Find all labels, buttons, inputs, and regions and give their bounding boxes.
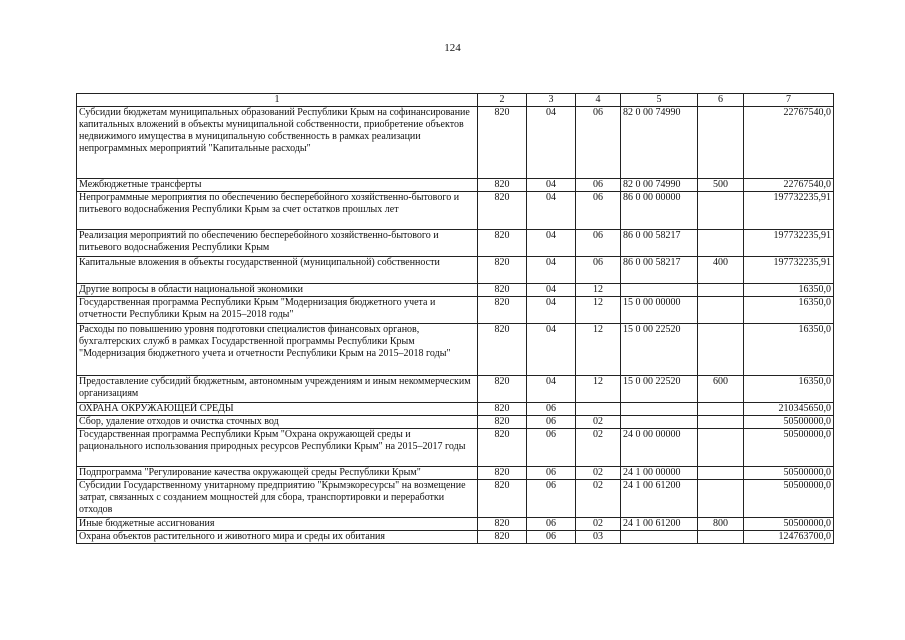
row-code-3: 04 [527, 284, 576, 297]
row-code-6: 400 [698, 257, 744, 284]
row-code-4: 03 [576, 531, 621, 544]
row-code-5: 15 0 00 22520 [621, 324, 698, 376]
row-code-2: 820 [478, 416, 527, 429]
row-code-6 [698, 107, 744, 179]
row-code-2: 820 [478, 403, 527, 416]
row-name: Государственная программа Республики Крым "Модернизация бюджетного учета и отчетности Республики Крым на 2015–2018 годы" [77, 297, 478, 324]
row-name: ОХРАНА ОКРУЖАЮЩЕЙ СРЕДЫ [77, 403, 478, 416]
row-amount: 16350,0 [744, 376, 834, 403]
row-code-6 [698, 480, 744, 518]
row-code-6 [698, 284, 744, 297]
table-row [77, 179, 834, 192]
row-code-3: 06 [527, 518, 576, 531]
row-code-3: 04 [527, 192, 576, 230]
row-code-5: 24 0 00 00000 [621, 429, 698, 467]
row-amount: 210345650,0 [744, 403, 834, 416]
header-row [77, 94, 834, 107]
row-code-5: 24 1 00 61200 [621, 480, 698, 518]
row-code-3: 06 [527, 467, 576, 480]
row-code-6 [698, 297, 744, 324]
header-col-6: 6 [698, 94, 744, 107]
row-amount: 50500000,0 [744, 480, 834, 518]
row-amount: 124763700,0 [744, 531, 834, 544]
table-row [77, 257, 834, 284]
row-code-6: 500 [698, 179, 744, 192]
row-code-2: 820 [478, 376, 527, 403]
row-code-6 [698, 416, 744, 429]
row-code-2: 820 [478, 107, 527, 179]
budget-table [76, 93, 834, 544]
row-amount: 50500000,0 [744, 416, 834, 429]
row-code-2: 820 [478, 257, 527, 284]
row-amount: 197732235,91 [744, 257, 834, 284]
row-code-3: 06 [527, 416, 576, 429]
row-code-6 [698, 324, 744, 376]
row-code-5: 82 0 00 74990 [621, 179, 698, 192]
table-row [77, 107, 834, 179]
row-code-4: 06 [576, 179, 621, 192]
row-code-5: 82 0 00 74990 [621, 107, 698, 179]
row-code-5: 86 0 00 58217 [621, 257, 698, 284]
row-code-4: 02 [576, 416, 621, 429]
row-code-2: 820 [478, 429, 527, 467]
row-name: Иные бюджетные ассигнования [77, 518, 478, 531]
row-code-3: 06 [527, 403, 576, 416]
row-code-3: 04 [527, 230, 576, 257]
row-name: Сбор, удаление отходов и очистка сточных вод [77, 416, 478, 429]
row-code-4 [576, 403, 621, 416]
row-code-4: 02 [576, 467, 621, 480]
row-name: Реализация мероприятий по обеспечению бесперебойного хозяйственно-бытового и питьевого водоснабжения Республики Крым [77, 230, 478, 257]
row-code-5 [621, 403, 698, 416]
row-code-2: 820 [478, 324, 527, 376]
table-row [77, 297, 834, 324]
row-code-4: 02 [576, 480, 621, 518]
row-code-5: 24 1 00 00000 [621, 467, 698, 480]
row-code-6 [698, 531, 744, 544]
row-code-3: 04 [527, 297, 576, 324]
row-name: Охрана объектов растительного и животного мира и среды их обитания [77, 531, 478, 544]
table-row [77, 467, 834, 480]
row-code-4: 12 [576, 297, 621, 324]
row-code-4: 02 [576, 429, 621, 467]
row-code-2: 820 [478, 230, 527, 257]
table-row [77, 284, 834, 297]
row-amount: 16350,0 [744, 324, 834, 376]
header-col-7: 7 [744, 94, 834, 107]
table-row [77, 192, 834, 230]
table-row [77, 416, 834, 429]
table-row [77, 518, 834, 531]
table-row [77, 531, 834, 544]
row-name: Субсидии Государственному унитарному предприятию "Крымэкоресурсы" на возмещение затрат, связанных с созданием мощностей для сбора, транспортировки и переработки отходов [77, 480, 478, 518]
row-amount: 50500000,0 [744, 518, 834, 531]
row-amount: 197732235,91 [744, 192, 834, 230]
row-name: Предоставление субсидий бюджетным, автономным учреждениям и иным некоммерческим организациям [77, 376, 478, 403]
row-code-2: 820 [478, 531, 527, 544]
row-name: Расходы по повышению уровня подготовки специалистов финансовых органов, бухгалтерских служб в рамках Государственной программы Республики Крым "Модернизация бюджетного учета и отчетности Республики Крым на 2015–2018 годы" [77, 324, 478, 376]
row-code-6 [698, 192, 744, 230]
row-code-4: 02 [576, 518, 621, 531]
header-col-5: 5 [621, 94, 698, 107]
row-name: Капитальные вложения в объекты государственной (муниципальной) собственности [77, 257, 478, 284]
row-name: Другие вопросы в области национальной экономики [77, 284, 478, 297]
row-code-3: 04 [527, 257, 576, 284]
row-code-5: 24 1 00 61200 [621, 518, 698, 531]
table-row [77, 376, 834, 403]
row-name: Непрограммные мероприятия по обеспечению бесперебойного хозяйственно-бытового и питьевого водоснабжения Республики Крым за счет остатков прошлых лет [77, 192, 478, 230]
row-code-3: 04 [527, 376, 576, 403]
row-code-2: 820 [478, 297, 527, 324]
row-name: Государственная программа Республики Крым "Охрана окружающей среды и рационального использования природных ресурсов Республики Крым" на 2015–2017 годы [77, 429, 478, 467]
row-code-3: 06 [527, 480, 576, 518]
header-col-4: 4 [576, 94, 621, 107]
row-code-4: 06 [576, 230, 621, 257]
row-code-4: 12 [576, 324, 621, 376]
header-col-2: 2 [478, 94, 527, 107]
row-code-5: 15 0 00 00000 [621, 297, 698, 324]
row-code-4: 06 [576, 192, 621, 230]
row-code-5 [621, 284, 698, 297]
row-code-2: 820 [478, 467, 527, 480]
table-row [77, 429, 834, 467]
row-amount: 16350,0 [744, 297, 834, 324]
row-name: Подпрограмма "Регулирование качества окружающей среды Республики Крым" [77, 467, 478, 480]
row-code-3: 06 [527, 429, 576, 467]
row-code-5: 86 0 00 00000 [621, 192, 698, 230]
row-code-6 [698, 230, 744, 257]
row-code-3: 04 [527, 324, 576, 376]
row-amount: 16350,0 [744, 284, 834, 297]
row-code-6: 600 [698, 376, 744, 403]
table-row [77, 230, 834, 257]
row-amount: 50500000,0 [744, 429, 834, 467]
row-code-2: 820 [478, 284, 527, 297]
row-code-4: 12 [576, 376, 621, 403]
row-amount: 22767540,0 [744, 179, 834, 192]
row-code-4: 12 [576, 284, 621, 297]
row-amount: 197732235,91 [744, 230, 834, 257]
page-number: 124 [444, 42, 461, 54]
row-code-3: 04 [527, 179, 576, 192]
table-row [77, 324, 834, 376]
row-code-6 [698, 467, 744, 480]
row-code-5 [621, 416, 698, 429]
row-code-3: 06 [527, 531, 576, 544]
row-code-5: 86 0 00 58217 [621, 230, 698, 257]
row-amount: 50500000,0 [744, 467, 834, 480]
header-col-1: 1 [77, 94, 478, 107]
row-code-4: 06 [576, 107, 621, 179]
table-row [77, 403, 834, 416]
row-code-6 [698, 403, 744, 416]
row-code-2: 820 [478, 518, 527, 531]
row-code-6 [698, 429, 744, 467]
row-code-2: 820 [478, 192, 527, 230]
row-code-2: 820 [478, 179, 527, 192]
row-name: Межбюджетные трансферты [77, 179, 478, 192]
row-name: Субсидии бюджетам муниципальных образований Республики Крым на софинансирование капитальных вложений в объекты муниципальной собственности, приобретение объектов недвижимого имущества в муниципальную собственность в рамках реализации непрограммных мероприятий "Капитальные расходы" [77, 107, 478, 179]
row-code-4: 06 [576, 257, 621, 284]
row-code-5 [621, 531, 698, 544]
row-code-3: 04 [527, 107, 576, 179]
row-code-6: 800 [698, 518, 744, 531]
row-code-5: 15 0 00 22520 [621, 376, 698, 403]
header-col-3: 3 [527, 94, 576, 107]
table-row [77, 480, 834, 518]
row-amount: 22767540,0 [744, 107, 834, 179]
row-code-2: 820 [478, 480, 527, 518]
